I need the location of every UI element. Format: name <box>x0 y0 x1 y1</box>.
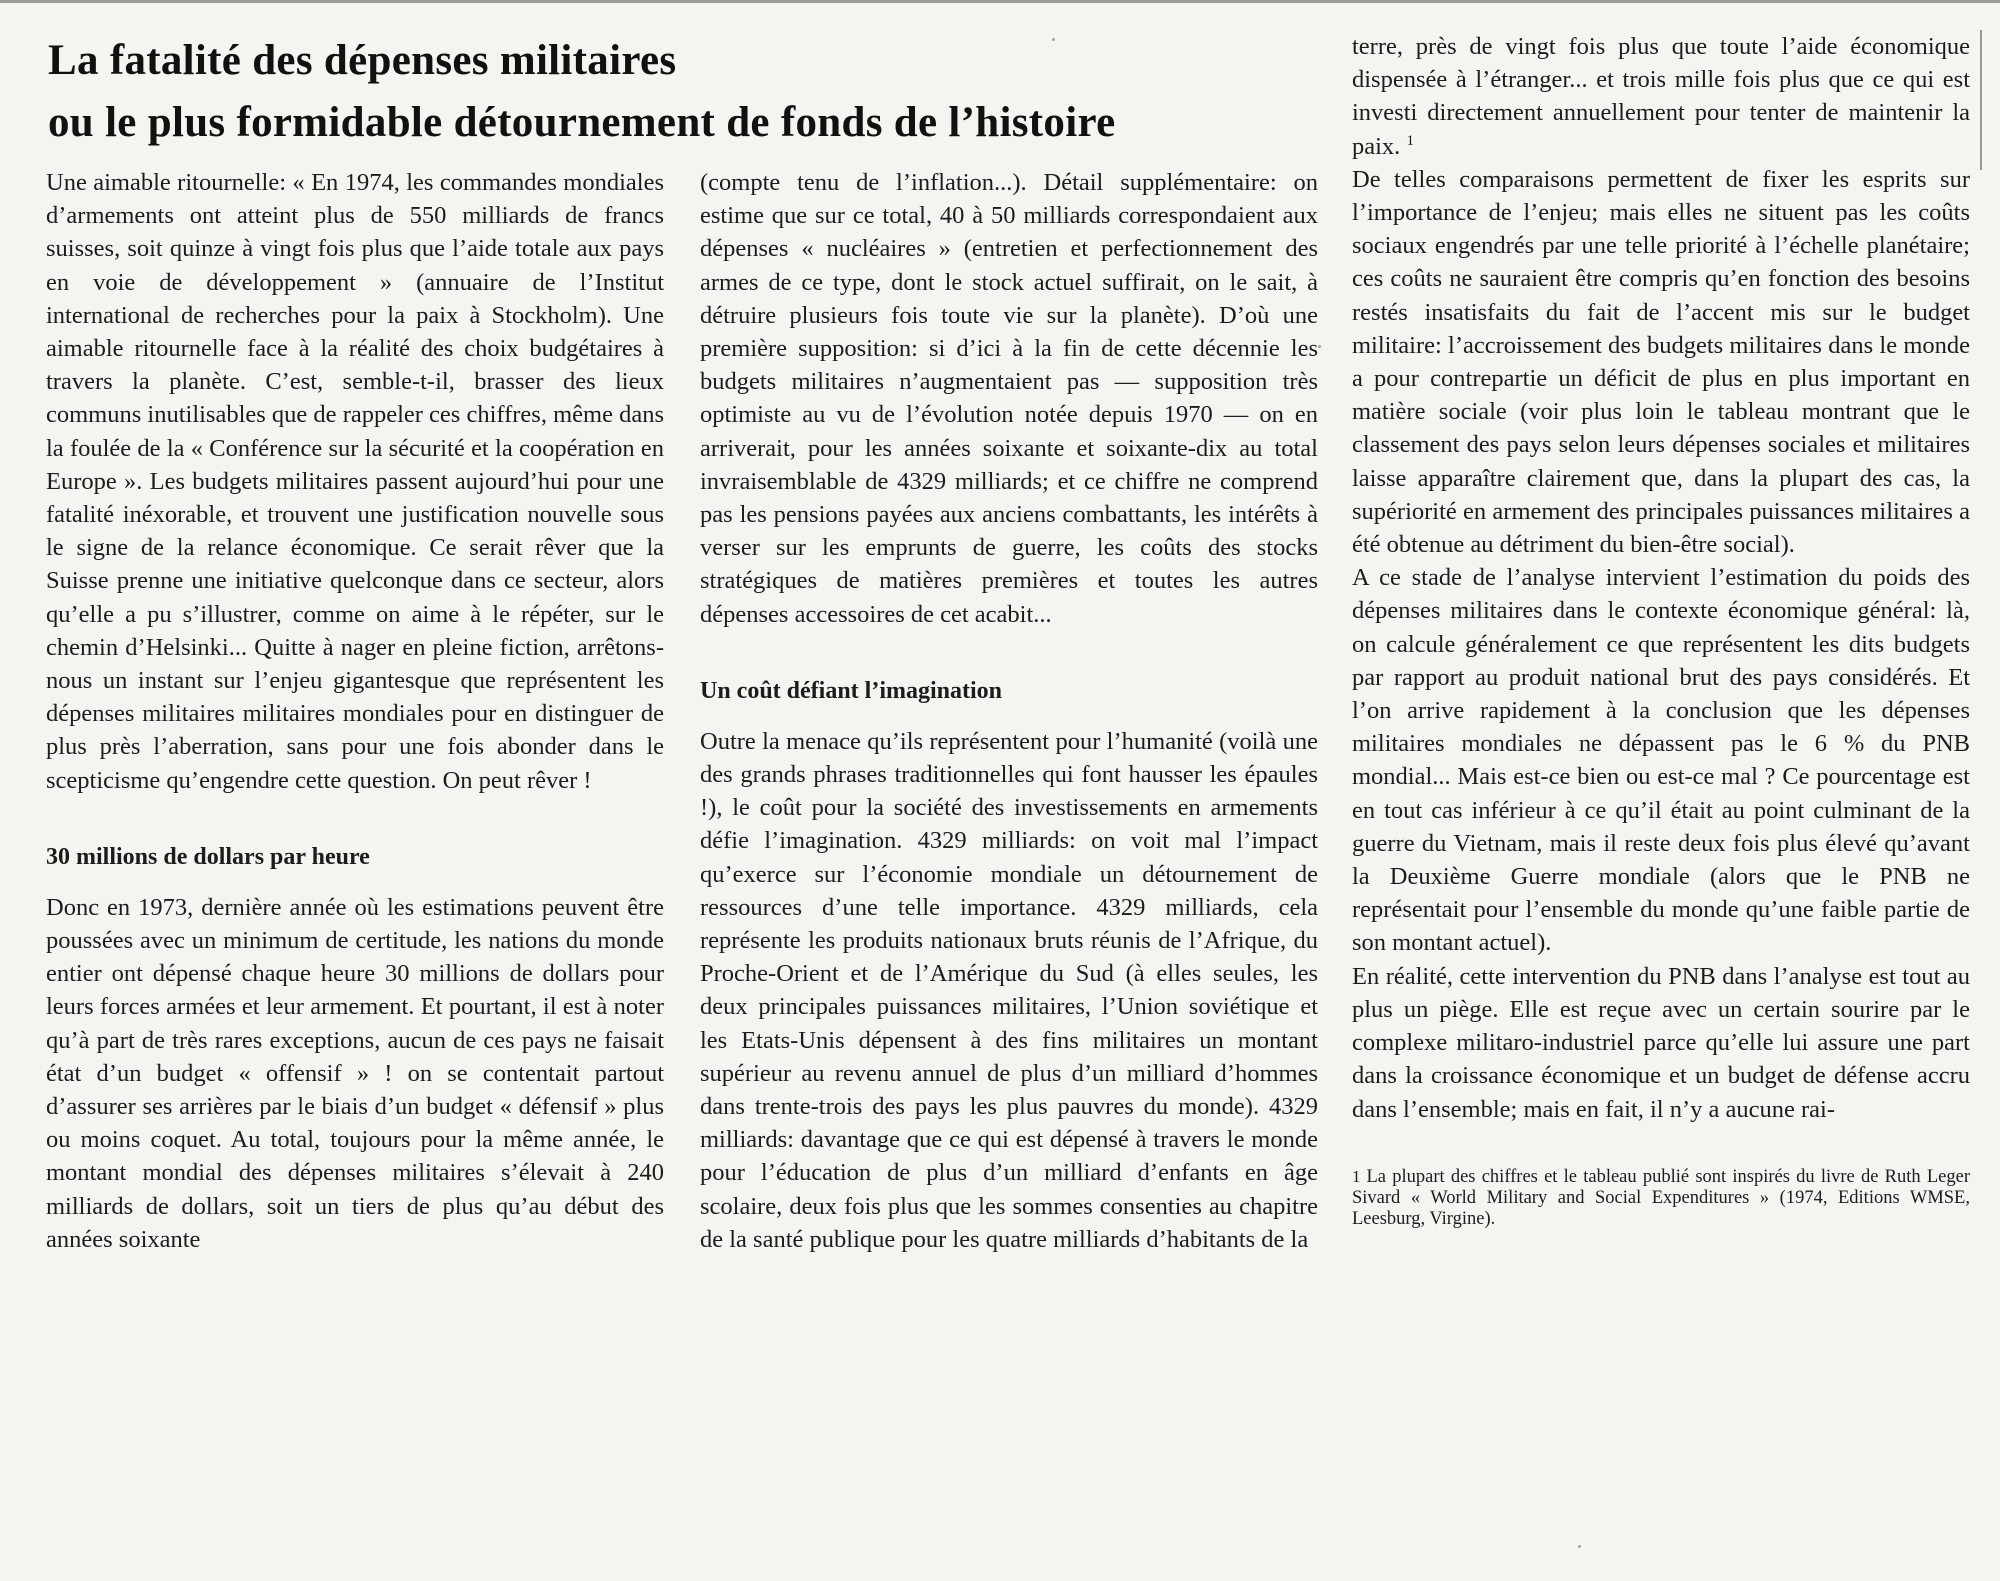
article-headline <box>48 30 1338 154</box>
intro-paragraph: Une aimable ritournelle: « En 1974, les commandes mondiales d’armements ont atteint plus de 550 milliards de francs suisses, soit quinze à vingt fois plus que l’aide totale aux pays en voie de développement » (annuaire de l’Institut international de recherches pour la paix à Stockholm). Une aimable ritournelle face à la réalité des choix budgétaires à travers la planète. C’est, semble-t-il, brasser des lieux communs inutilisables que de rappeler ces chiffres, même dans la foulée de la « Conférence sur la sécurité et la coopération en Europe ». Les budgets militaires passent aujourd’hui pour une fatalité inéxorable, et trouvent une justification nouvelle sous le signe de la relance économique. Ce serait rêver que la Suisse prenne une initiative quelconque dans ce secteur, alors qu’elle a pu s’illustrer, comme on aime à le répéter, sur le chemin d’Helsinki... Quitte à nager en pleine fiction, arrêtons-nous un instant sur l’enjeu gigantesque que représentent les dépenses militaires militaires mondiales pour en distinguer de plus près l’aberration, sans pour une fois abonder dans le scepticisme qu’engendre cette question. On peut rêver ! <box>46 169 664 794</box>
footnote <box>1352 1166 1970 1230</box>
paragraph-terre-text: terre, près de vingt fois plus que toute l’aide économique dispensée à l’étranger... et trois mille fois plus que ce qui est investi directement annuellement pour tenter de maintenir la paix. <box>1352 33 1970 160</box>
headline-line-2: ou le plus formidable détournement de fonds de l’histoire <box>48 99 1116 146</box>
footnote-marker: 1 <box>1406 132 1414 149</box>
paragraph-stade: A ce stade de l’analyse intervient l’estimation du poids des dépenses militaires dans le contexte économique général: là, on calcule généralement ce que représentent les dits budgets par rapport au produit national brut des pays considérés. Et l’on arrive rapidement à la conclusion que les dépenses militaires mondiales ne dépassent pas le 6 % du PNB mondial... Mais est-ce bien ou est-ce mal ? Ce pourcentage est en tout cas inférieur à ce qu’il était au point culminant de la guerre du Vietnam, mais il reste deux fois plus élevé qu’avant la Deuxième Guerre mondiale (alors que le PNB ne représentait pour l’ensemble du monde qu’une faible partie de son montant actuel). <box>1352 564 1970 957</box>
paragraph-continuation: (compte tenu de l’inflation...). Détail supplémentaire: on estime que sur ce total, 40 à 50 milliards correspondaient aux dépenses « nucléaires » (entretien et perfectionnement des armes de ce type, dont le stock actuel suffirait, on le sait, à détruire plusieurs fois toute vie sur la planète). D’où une première supposition: si d’ici à la fin de cette décennie les budgets militaires n’augmentaient pas — supposition très optimiste au vu de l’évolution notée depuis 1970 — on en arriverait, pour les années soixante et soixante-dix au total invraisemblable de 4329 milliards; et ce chiffre ne comprend pas les pensions payées aux anciens combattants, les intérêts à verser sur les emprunts de guerre, les coûts des stocks stratégiques de matières premières et toutes les autres dépenses accessoires de cet acabit... <box>700 169 1318 628</box>
scan-speck <box>1052 38 1055 41</box>
paragraph-dollars: Donc en 1973, dernière année où les estimations peuvent être poussées avec un minimum de certitude, les nations du monde entier ont dépensé chaque heure 30 millions de dollars pour leurs forces armées et leur armement. Et pourtant, il est à noter qu’à part de très rares exceptions, aucun de ces pays ne faisait état d’un budget « offensif » ! on se contentait partout d’assurer ses arrières par le biais d’un budget « défensif » plus ou moins coquet. Au total, toujours pour la même année, le montant mondial des dépenses militaires s’élevait à 240 milliards de dollars, soit un tiers de plus qu’au début des années soixante <box>46 893 664 1253</box>
section-heading-cost: Un coût défiant l’imagination <box>700 677 1003 704</box>
paragraph-comparisons: De telles comparaisons permettent de fixer les esprits sur l’importance de l’enjeu; mais elles ne situent pas les coûts sociaux engendrés par une telle priorité à l’échelle planétaire; ces coûts ne sauraient être compris qu’en fonction des besoins restés insatisfaits du fait de l’accent mis sur le budget militaire: l’accroissement des budgets militaires dans le monde a pour contrepartie un déficit de plus en plus important en matière sociale (voir plus loin le tableau montrant que le classement des pays selon leurs dépenses sociales et militaires laisse apparaître clairement que, dans la plupart des cas, la supériorité en armement des principales puissances militaires a été obtenue au détriment du bien-être social). <box>1352 165 1970 559</box>
paragraph-terre <box>1352 30 1970 163</box>
column-2 <box>700 166 1318 1256</box>
footnote-text: La plupart des chiffres et le tableau publié sont inspirés du livre de Ruth Leger Sivard « World Military and Social Expenditures » (1974, Editions WMSE, Leesburg, Virgine). <box>1352 1166 1970 1229</box>
scan-speck <box>1318 345 1321 348</box>
section-heading-dollars: 30 millions de dollars par heure <box>46 843 370 870</box>
column-3 <box>1352 30 1970 1230</box>
paragraph-cost: Outre la menace qu’ils représentent pour l’humanité (voilà une des grands phrases traditionnelles qui font hausser les épaules !), le coût pour la société des investissements en armements défie l’imagination. 4329 milliards: on voit mal l’impact qu’exerce sur l’économie mondiale un détournement de ressources d’une telle importance. 4329 milliards, cela représente les produits nationaux bruts réunis de l’Afrique, du Proche-Orient et de l’Amérique du Sud (à elles seules, les deux principales puissances militaires, l’Union soviétique et les Etats-Unis dépensent à des fins militaires un montant supérieur au revenu annuel de plus d’un milliard d’hommes dans trente-trois des pays les plus pauvres du monde). 4329 milliards: davantage que ce qui est dépensé à travers le monde pour l’éducation de plus d’un milliard d’enfants en âge scolaire, deux fois plus que les sommes consenties au chapitre de la santé publique pour les quatre milliards d’habitants de la <box>700 727 1318 1253</box>
paragraph-realite: En réalité, cette intervention du PNB dans l’analyse est tout au plus un piège. Elle est reçue avec un certain sourire par le complexe militaro-industriel parce qu’elle lui assure une part dans la croissance économique et un budget de défense accru dans l’ensemble; mais en fait, il n’y a aucune rai- <box>1352 962 1970 1123</box>
scan-speck <box>1578 1545 1581 1548</box>
footnote-number: 1 <box>1352 1166 1361 1186</box>
top-rule <box>0 0 2000 3</box>
column-1 <box>46 166 664 1256</box>
headline-line-1: La fatalité des dépenses militaires <box>48 37 677 84</box>
margin-scan-mark <box>1980 30 1982 170</box>
